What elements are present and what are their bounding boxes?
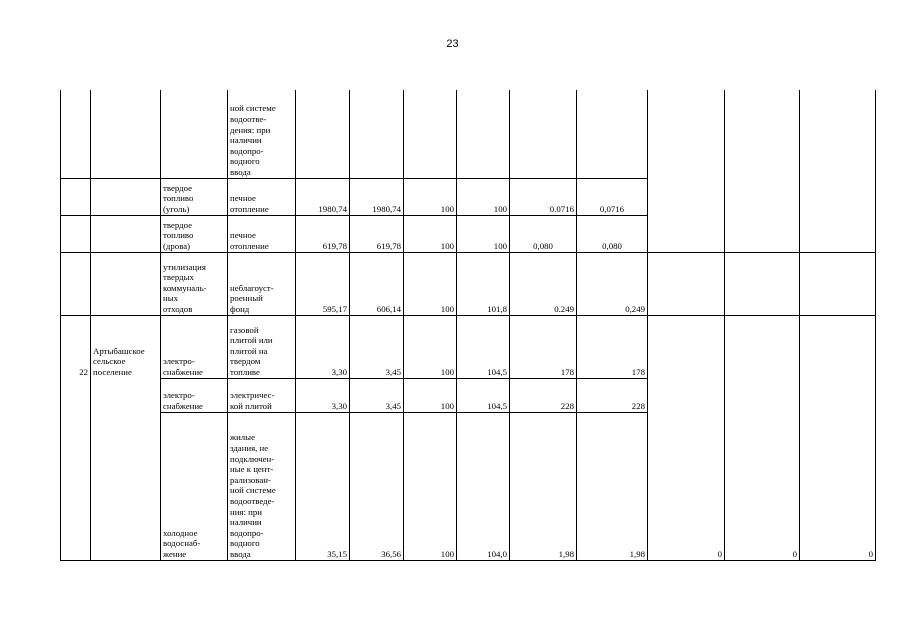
right-column-cell: 0: [648, 315, 725, 560]
right-column-cell: [800, 90, 876, 252]
value-cell: 100: [404, 178, 457, 215]
right-column-cell: [725, 252, 800, 315]
right-column-cell: 0: [800, 315, 876, 560]
number-cell: [61, 315, 91, 560]
tariff-table: [60, 90, 876, 561]
value-cell: 228: [577, 378, 648, 412]
value-cell: 3,45: [350, 378, 404, 412]
value-cell: [457, 90, 510, 178]
settlement-cell: [91, 215, 161, 252]
resource-cell: твердое топливо (уголь): [161, 178, 228, 215]
resource-cell: холодное водоснаб- жение: [161, 412, 228, 560]
right-column-cell: [800, 252, 876, 315]
value-cell: 0,080: [577, 215, 648, 252]
table-row: [61, 315, 876, 378]
value-cell: 101,8: [457, 252, 510, 315]
value-cell: 36,56: [350, 412, 404, 560]
value-cell: 100: [457, 215, 510, 252]
value-cell: 606,14: [350, 252, 404, 315]
table-row: [61, 90, 876, 178]
value-cell: 0,249: [577, 252, 648, 315]
resource-cell: твердое топливо (дрова): [161, 215, 228, 252]
number-cell: [61, 215, 91, 252]
value-cell: 1,98: [510, 412, 577, 560]
value-cell: 178: [510, 315, 577, 378]
right-column-cell: 0: [725, 315, 800, 560]
norm-cell: неблагоуст- роенный фонд: [228, 252, 296, 315]
value-cell: 595,17: [296, 252, 350, 315]
value-cell: 1,98: [577, 412, 648, 560]
resource-cell: утилизация твердых коммуналь- ных отходов: [161, 252, 228, 315]
right-column-cell: [725, 90, 800, 252]
norm-cell: жилые здания, не подключен- ные к цент- рализован- ной системе водоотведе- ния: при наличии водопро- водного ввода: [228, 412, 296, 560]
number-cell: [61, 90, 91, 178]
resource-cell: электро- снабжение: [161, 378, 228, 412]
value-cell: 100: [404, 215, 457, 252]
norm-cell: печное отопление: [228, 215, 296, 252]
value-cell: [404, 90, 457, 178]
resource-cell: [161, 90, 228, 178]
value-cell: [350, 90, 404, 178]
value-cell: 100: [404, 378, 457, 412]
settlement-name: Артыбашское сельское поселение: [93, 345, 145, 377]
value-cell: 100: [404, 412, 457, 560]
settlement-cell: [91, 315, 161, 560]
right-column-cell: [648, 90, 725, 252]
value-cell: 1980,74: [296, 178, 350, 215]
table-row: [61, 252, 876, 315]
settlement-cell: [91, 178, 161, 215]
norm-cell: газовой плитой или плитой на твердом топливе: [228, 315, 296, 378]
value-cell: 3,30: [296, 378, 350, 412]
value-cell: [577, 90, 648, 178]
norm-cell: печное отопление: [228, 178, 296, 215]
value-cell: 100: [457, 178, 510, 215]
row-number: 22: [79, 366, 88, 377]
value-cell: 35,15: [296, 412, 350, 560]
resource-cell: электро- снабжение: [161, 315, 228, 378]
value-cell: 619,78: [296, 215, 350, 252]
value-cell: 100: [404, 252, 457, 315]
number-cell: [61, 252, 91, 315]
value-cell: 178: [577, 315, 648, 378]
value-cell: 104,5: [457, 315, 510, 378]
value-cell: 3,45: [350, 315, 404, 378]
value-cell: 0,080: [510, 215, 577, 252]
value-cell: [510, 90, 577, 178]
page-number: 23: [446, 38, 459, 50]
value-cell: 1980,74: [350, 178, 404, 215]
value-cell: 228: [510, 378, 577, 412]
value-cell: 104,5: [457, 378, 510, 412]
number-cell: [61, 178, 91, 215]
norm-cell: электричес- кой плитой: [228, 378, 296, 412]
value-cell: 3,30: [296, 315, 350, 378]
settlement-cell: [91, 252, 161, 315]
value-cell: 0,0716: [577, 178, 648, 215]
value-cell: 100: [404, 315, 457, 378]
value-cell: [296, 90, 350, 178]
norm-cell: ной системе водоотве- дения: при наличии водопро- водного ввода: [228, 90, 296, 178]
settlement-cell: [91, 90, 161, 178]
value-cell: 619,78: [350, 215, 404, 252]
value-cell: 0.249: [510, 252, 577, 315]
value-cell: 104,0: [457, 412, 510, 560]
value-cell: 0.0716: [510, 178, 577, 215]
right-column-cell: [648, 252, 725, 315]
